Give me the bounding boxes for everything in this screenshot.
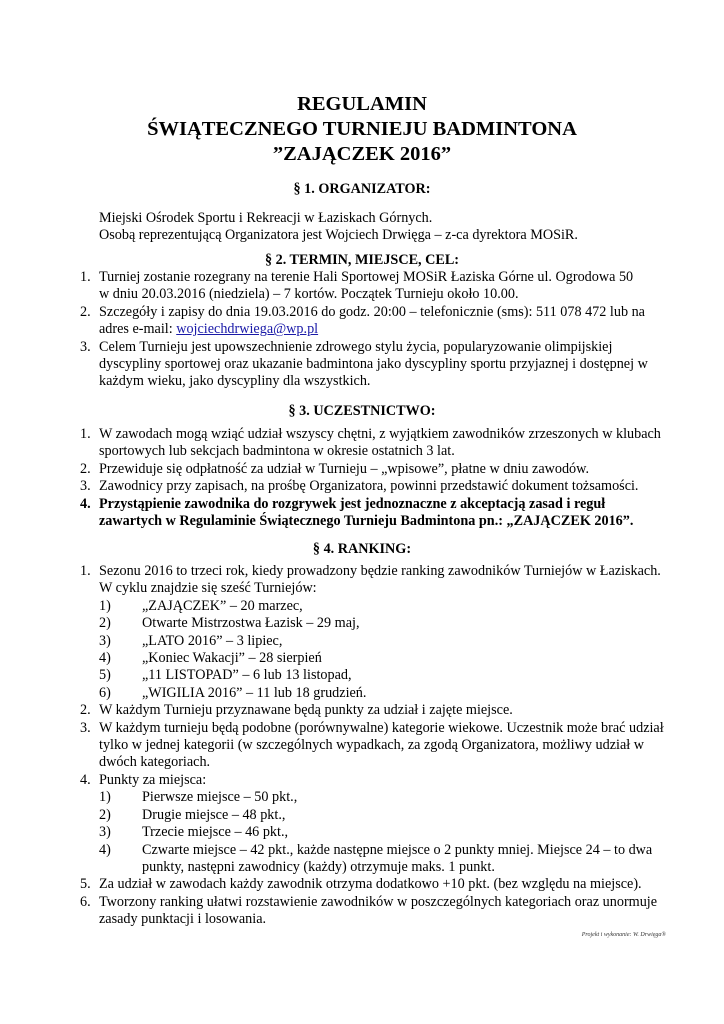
sub-number: 3) bbox=[99, 824, 111, 841]
section-4-list bbox=[80, 563, 680, 929]
list-item bbox=[80, 304, 680, 339]
item-text: każdym wieku, jako dyscypliny dla wszystkich. bbox=[99, 373, 371, 390]
sub-number: 4) bbox=[99, 650, 111, 667]
item-text: W każdym turnieju będą podobne (porównywalne) kategorie wiekowe. Uczestnik może brać udział bbox=[99, 719, 664, 736]
section-3-heading: § 3. UCZESTNICTWO: bbox=[288, 403, 436, 419]
item-number: 1. bbox=[80, 426, 91, 442]
item-number: 3. bbox=[80, 719, 91, 736]
tournament-list bbox=[80, 598, 680, 702]
sub-number: 2) bbox=[99, 615, 111, 632]
item-text: Przystąpienie zawodnika do rozgrywek jest jednoznaczne z akceptacją zasad i reguł bbox=[99, 495, 606, 512]
sub-number: 5) bbox=[99, 667, 111, 684]
email-line bbox=[99, 321, 680, 338]
tournament-item bbox=[80, 633, 680, 650]
sub-text: „Koniec Wakacji” – 28 sierpień bbox=[142, 650, 322, 667]
item-text: tylko w jednej kategorii (w szczególnych wypadkach, za zgodą Organizatora, możliwy udział w bbox=[99, 737, 644, 754]
organizer-line: Miejski Ośrodek Sportu i Rekreacji w Łaziskach Górnych. bbox=[99, 210, 433, 226]
item-number: 1. bbox=[80, 563, 91, 579]
sub-number: 3) bbox=[99, 632, 111, 649]
footer-credit: Projekt i wykonanie: W. Drwięga® bbox=[581, 932, 666, 938]
sub-number: 1) bbox=[99, 789, 111, 806]
tournament-item bbox=[80, 598, 680, 615]
points-item bbox=[80, 807, 680, 824]
item-text: Sezonu 2016 to trzeci rok, kiedy prowadzony będzie ranking zawodników Turniejów w Łaziskach. bbox=[99, 563, 661, 579]
sub-text: „11 LISTOPAD” – 6 lub 13 listopad, bbox=[142, 667, 352, 684]
list-item bbox=[80, 876, 680, 893]
section-1-heading: § 1. ORGANIZATOR: bbox=[293, 181, 431, 197]
list-item bbox=[80, 702, 680, 719]
item-text: W każdym Turnieju przyznawane będą punkty za udział i zajęte miejsce. bbox=[99, 702, 513, 719]
points-item bbox=[80, 824, 680, 841]
item-text: w dniu 20.03.2016 (niedziela) – 7 kortów. Początek Turnieju około 10.00. bbox=[99, 286, 519, 303]
list-item bbox=[80, 339, 680, 391]
item-text: zasady punktacji i losowania. bbox=[99, 911, 267, 928]
item-number: 1. bbox=[80, 269, 91, 285]
item-text: Za udział w zawodach każdy zawodnik otrzyma dodatkowo +10 pkt. (bez względu na miejsce). bbox=[99, 876, 642, 893]
sub-text: Pierwsze miejsce – 50 pkt., bbox=[142, 789, 298, 806]
item-text: Celem Turnieju jest upowszechnienie zdrowego stylu życia, popularyzowanie olimpijskiej bbox=[99, 338, 613, 355]
tournament-item bbox=[80, 685, 680, 702]
item-text: Zawodnicy przy zapisach, na prośbę Organizatora, powinni przedstawić dokument tożsamości. bbox=[99, 478, 639, 495]
sub-number: 1) bbox=[99, 597, 111, 614]
item-number: 3. bbox=[80, 478, 91, 495]
list-item bbox=[80, 269, 680, 304]
item-text: W cyklu znajdzie się sześć Turniejów: bbox=[99, 580, 317, 597]
sub-text: „WIGILIA 2016” – 11 lub 18 grudzień. bbox=[142, 684, 367, 701]
tournament-item bbox=[80, 650, 680, 667]
item-number: 2. bbox=[80, 460, 91, 477]
sub-text: „ZAJĄCZEK” – 20 marzec, bbox=[142, 597, 303, 614]
item-text: Szczegóły i zapisy do dnia 19.03.2016 do godz. 20:00 – telefonicznie (sms): 511 078 472 lub na bbox=[99, 303, 645, 320]
item-text: sportowych lub sekcjach badmintona w okresie ostatnich 3 lat. bbox=[99, 443, 455, 460]
list-item bbox=[80, 461, 680, 478]
list-item bbox=[80, 478, 680, 495]
item-number: 2. bbox=[80, 303, 91, 320]
title-line-3: ”ZAJĄCZEK 2016” bbox=[272, 143, 452, 165]
email-prefix: adres e-mail: bbox=[99, 321, 177, 338]
item-number: 4. bbox=[80, 495, 91, 512]
email-link[interactable]: wojciechdrwiega@wp.pl bbox=[176, 321, 319, 338]
points-item bbox=[80, 789, 680, 806]
item-text: zawartych w Regulaminie Świątecznego Turnieju Badmintona pn.: „ZAJĄCZEK 2016”. bbox=[99, 513, 634, 530]
list-item bbox=[80, 772, 680, 789]
sub-number: 6) bbox=[99, 684, 111, 701]
section-2-list bbox=[80, 269, 680, 391]
title-line-1: REGULAMIN bbox=[297, 93, 427, 115]
points-item bbox=[80, 842, 680, 877]
list-item bbox=[80, 894, 680, 929]
document-title bbox=[0, 92, 724, 167]
tournament-item bbox=[80, 615, 680, 632]
item-number: 6. bbox=[80, 893, 91, 910]
list-item bbox=[80, 563, 680, 598]
item-number: 5. bbox=[80, 876, 91, 893]
item-number: 3. bbox=[80, 338, 91, 355]
sub-number: 4) bbox=[99, 841, 111, 858]
item-number: 4. bbox=[80, 771, 91, 788]
item-text: dyscypliny sportowej oraz ukazanie badmintona jako dyscypliny sportu przyjaznej i dostępnej w bbox=[99, 356, 648, 373]
item-text: dwóch kategoriach. bbox=[99, 754, 211, 771]
section-4-heading: § 4. RANKING: bbox=[312, 541, 412, 557]
item-number: 2. bbox=[80, 702, 91, 719]
item-text: W zawodach mogą wziąć udział wszyscy chętni, z wyjątkiem zawodników zrzeszonych w klubach bbox=[99, 426, 661, 442]
sub-number: 2) bbox=[99, 806, 111, 823]
representative-line: Osobą reprezentującą Organizatora jest Wojciech Drwięga – z-ca dyrektora MOSiR. bbox=[99, 227, 578, 244]
item-text: Przewiduje się odpłatność za udział w Turnieju – „wpisowe”, płatne w dniu zawodów. bbox=[99, 460, 590, 477]
sub-text: Otwarte Mistrzostwa Łazisk – 29 maj, bbox=[142, 615, 360, 632]
tournament-item bbox=[80, 667, 680, 684]
sub-text: „LATO 2016” – 3 lipiec, bbox=[142, 632, 283, 649]
sub-text: Trzecie miejsce – 46 pkt., bbox=[142, 824, 289, 841]
title-line-2: ŚWIĄTECZNEGO TURNIEJU BADMINTONA bbox=[147, 118, 577, 140]
section-2-heading: § 2. TERMIN, MIEJSCE, CEL: bbox=[264, 252, 460, 268]
list-item bbox=[80, 720, 680, 772]
points-list bbox=[80, 789, 680, 876]
sub-text: Drugie miejsce – 48 pkt., bbox=[142, 806, 286, 823]
sub-text: Czwarte miejsce – 42 pkt., każde następne miejsce o 2 punkty mniej. Miejsce 24 – to dwa bbox=[142, 841, 653, 858]
item-text: Punkty za miejsca: bbox=[99, 771, 207, 788]
item-text: Tworzony ranking ułatwi rozstawienie zawodników w poszczególnych kategoriach oraz unormuje bbox=[99, 893, 658, 910]
sub-text: punkty, następni zawodnicy (każdy) otrzymuje maks. 1 punkt. bbox=[142, 858, 495, 875]
item-text: Turniej zostanie rozegrany na terenie Hali Sportowej MOSiR Łaziska Górne ul. Ogrodowa 50 bbox=[99, 269, 634, 285]
section-3-list bbox=[80, 426, 680, 530]
list-item bbox=[80, 426, 680, 461]
section-1-body bbox=[99, 210, 699, 245]
list-item bbox=[80, 496, 680, 531]
